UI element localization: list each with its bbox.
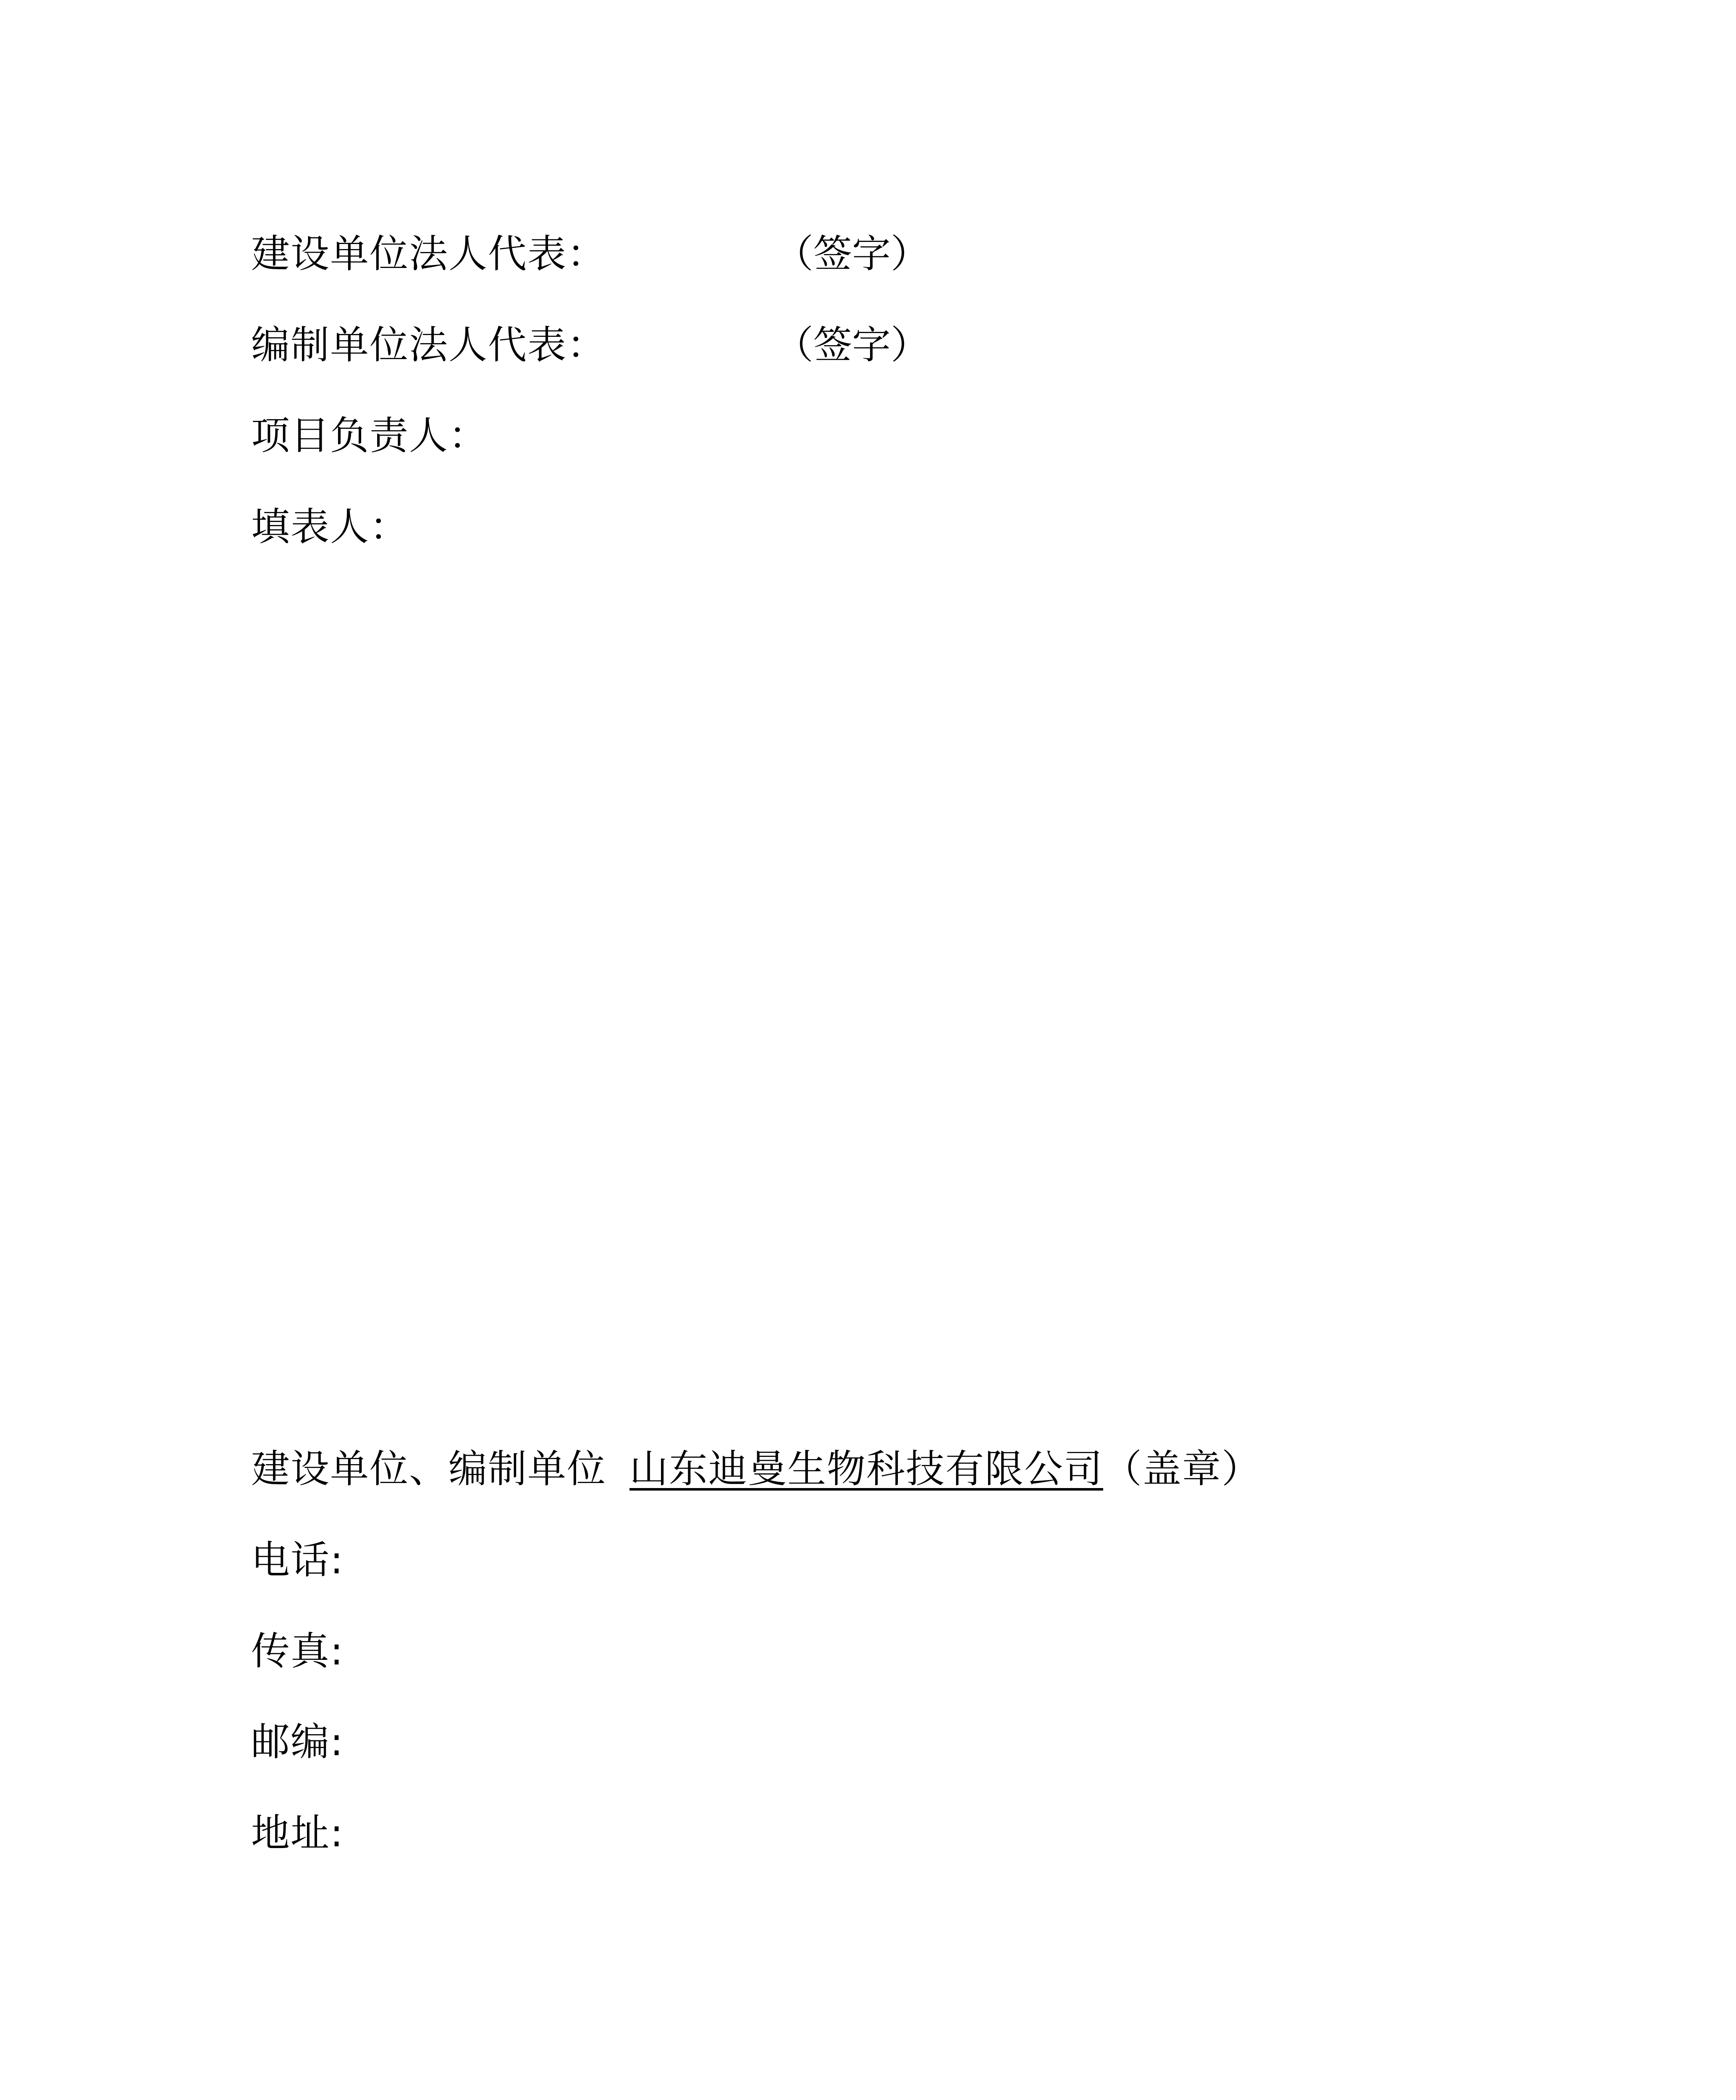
company-seal-line (251, 1444, 1261, 1494)
construction-legal-rep-label: 建设单位法人代表： (251, 231, 607, 276)
seal-note: （盖章） (1103, 1446, 1261, 1491)
construction-legal-rep-signature-note: （签字） (775, 231, 930, 276)
fax-label: 传真: (251, 1629, 344, 1674)
project-leader-label: 项目负责人： (251, 413, 488, 458)
units-label: 建设单位、编制单位 (251, 1446, 607, 1491)
compiler-legal-rep-label: 编制单位法人代表： (251, 323, 607, 368)
address-label: 地址: (251, 1811, 344, 1856)
compiler-legal-rep-signature-note: （签字） (775, 323, 930, 368)
company-name: 山东迪曼生物科技有限公司 (629, 1446, 1104, 1491)
postcode-line (251, 1717, 344, 1767)
phone-label: 电话: (251, 1538, 344, 1583)
construction-legal-rep-line (251, 229, 606, 279)
phone-line (251, 1535, 344, 1586)
form-filler-line (251, 502, 409, 552)
project-leader-line (251, 411, 488, 461)
compiler-legal-rep-line (251, 320, 606, 370)
postcode-label: 邮编: (251, 1719, 344, 1764)
fax-line (251, 1626, 344, 1677)
form-filler-label: 填表人： (251, 504, 409, 549)
address-line (251, 1808, 344, 1858)
